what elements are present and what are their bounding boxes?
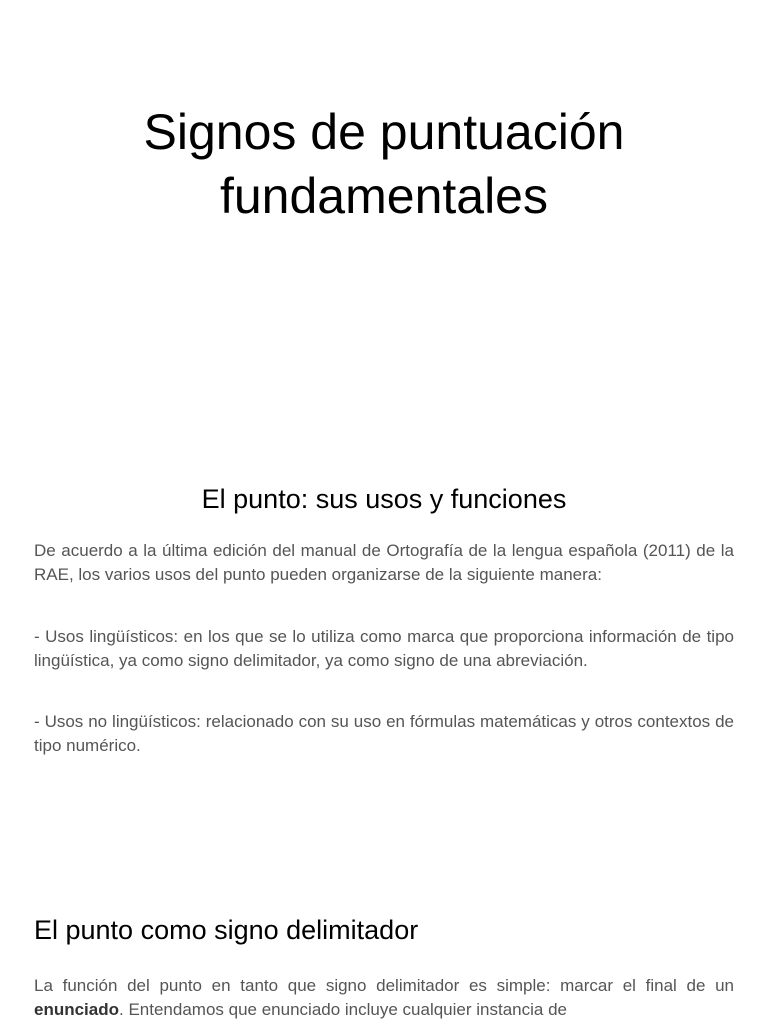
- page-title-line-1: Signos de puntuación: [143, 104, 625, 160]
- title-slide: [0, 0, 768, 420]
- uses-slide: [0, 470, 768, 790]
- page-title-line-2: fundamentales: [219, 168, 548, 224]
- delimiter-paragraph-bold-term: enunciado: [34, 999, 120, 1019]
- page-title: [0, 100, 768, 228]
- delimiter-heading: El punto como signo delimitador: [34, 915, 419, 945]
- uses-paragraph-non-linguistic: - Usos no lingüísticos: relacionado con su uso en fórmulas matemáticas y otros contextos de tipo numérico.: [34, 712, 734, 755]
- delimiter-paragraph-end: . Entendamos que enunciado incluye cualquier instancia de: [119, 999, 567, 1019]
- delimiter-slide: [0, 905, 768, 1024]
- delimiter-paragraph-start: La función del punto en tanto que signo delimitador es simple: marcar el final de un: [34, 976, 734, 995]
- uses-paragraph-linguistic: - Usos lingüísticos: en los que se lo utiliza como marca que proporciona información de tipo lingüística, ya como signo delimitador, ya como signo de una abreviación.: [34, 627, 734, 670]
- uses-paragraph-intro: De acuerdo a la última edición del manual de Ortografía de la lengua española (2011) de la RAE, los varios usos del punto pueden organizarse de la siguiente manera:: [34, 541, 734, 584]
- uses-heading: El punto: sus usos y funciones: [201, 484, 567, 514]
- delimiter-paragraph: [34, 974, 734, 1021]
